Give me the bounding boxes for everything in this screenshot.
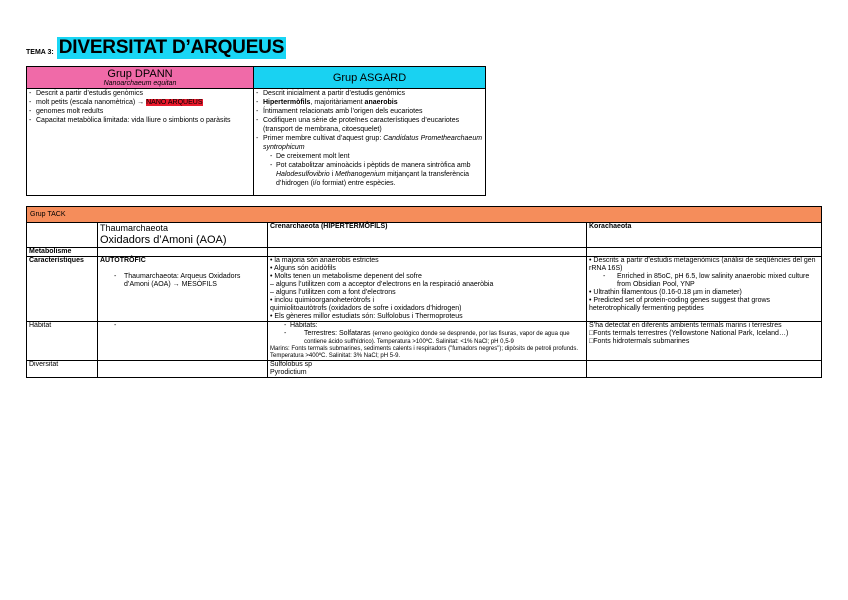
- empty-cell: [98, 361, 268, 378]
- row-label-caracteristiques: Característiques: [27, 257, 98, 322]
- list-item: - Descrit a partir d’estudis genòmics: [29, 89, 251, 98]
- kora-header: Korachaeota: [587, 223, 822, 248]
- list-item: - Codifiquen una sèrie de proteïnes característiques d’eucariotes (transport de membrana, citoesquelet): [256, 116, 483, 134]
- list-item: - Íntimament relacionats amb l’origen dels eucariotes: [256, 107, 483, 116]
- asgard-header: [254, 67, 486, 89]
- list-item: • Descrits a partir d’estudis metagenòmics (anàlisi de seqüències del gen rRNA 16S): [589, 257, 816, 272]
- list-item: Sulfolobus sp: [270, 361, 313, 368]
- list-item: • Alguns són acidòfils: [270, 265, 336, 272]
- list-item: Pyrodictium: [270, 369, 307, 376]
- corner-cell: [27, 223, 98, 248]
- cren-marins: Marins: Fonts termals submarines, sediments calents i respiradors ("fumadors negres"); dipòsits de petroli profunds. Temperatura >400ºC. Salinitat: 3% NaCl; pH 5-9.: [270, 346, 579, 359]
- asgard-body: [254, 89, 486, 196]
- dpann-header: [27, 67, 254, 89]
- list-item: - Pot catabolitzar aminoàcids i pèptids de manera sintròfica amb Halodesulfovibrio i Methanogenium mitjançant la transferència d’hidrogen (i/o formiat) entre espècies.: [256, 161, 483, 188]
- list-item: - Enriched in 85oC, pH 6.5, low salinity anaerobic mixed culture from Obsidian Pool, YNP: [589, 273, 819, 289]
- list-item: • Molts tenen un metabolisme depenent del sofre: [270, 273, 422, 280]
- empty-cell: [587, 361, 822, 378]
- cren-diversitat: [268, 361, 587, 378]
- kora-caracteristiques: [587, 257, 822, 322]
- list-item: □ Fonts termals terrestres (Yellowstone National Park, Iceland…): [589, 330, 819, 338]
- dpann-body: [27, 89, 254, 196]
- list-item: • inclou quimioorganoheteròtrofs i: [270, 297, 375, 304]
- list-item: - Primer membre cultivat d’aquest grup: Candidatus Promethearchaeum syntrophicum: [256, 134, 483, 152]
- cren-habitat: [268, 322, 587, 361]
- list-item: - molt petits (escala nanomètrica) → NANO ARQUEUS: [29, 98, 251, 107]
- list-item: - Hàbitats:: [270, 322, 584, 330]
- nano-arqueus-highlight: NANO ARQUEUS: [146, 99, 203, 106]
- empty-cell: [587, 248, 822, 257]
- row-label-metabolisme: Metabolisme: [27, 248, 98, 257]
- page-title: DIVERSITAT D’ARQUEUS: [58, 37, 285, 58]
- thaum-name: Thaumarchaeota: [100, 223, 169, 233]
- dpann-asgard-table: [26, 66, 486, 196]
- thaum-habitat: [98, 322, 268, 361]
- tack-table: [26, 206, 822, 378]
- thaum-habitat-value: -: [114, 322, 117, 329]
- cren-header: Crenarchaeota (HIPERTERMÒFILS): [268, 223, 587, 248]
- thaum-header: [98, 223, 268, 248]
- thaum-caracteristiques: [98, 257, 268, 322]
- list-item: • la majoria són anaerobis estrictes: [270, 257, 379, 264]
- row-label-habitat: Hàbitat: [27, 322, 98, 361]
- kora-habitat: [587, 322, 822, 361]
- list-item: - Terrestres: Solfataras (erreno geológico donde se desprende, por las fisuras, vapor de agua que contiene ácido sulfhídrico). Temperatura >100ºC. Salinitat: <1% NaCl; pH 0,5-9: [270, 330, 584, 346]
- list-item: • Ultrathin filamentous (0.16-0.18 µm in diameter): [589, 289, 742, 296]
- list-item: - De creixement molt lent: [256, 152, 483, 161]
- list-item: - Hipertermòfils, majoritàriament anaerobis: [256, 98, 483, 107]
- empty-cell: [98, 248, 268, 257]
- asgard-title: Grup ASGARD: [332, 71, 407, 84]
- list-item: - Capacitat metabòlica limitada: vida lliure o simbionts o paràsits: [29, 116, 251, 125]
- list-item: S’ha detectat en diferents ambients termals marins i terrestres: [589, 322, 782, 329]
- list-item: □ Fonts hidrotermals submarines: [589, 338, 819, 346]
- thaum-sub: Oxidadors d’Amoni (AOA): [100, 234, 227, 246]
- thaum-autotrofic: AUTOTRÒFIC: [100, 257, 146, 264]
- list-item: • Els gèneres millor estudiats són: Sulfolobus i Thermoproteus: [270, 313, 463, 320]
- dpann-title: Grup DPANN: [107, 68, 173, 80]
- cren-caracteristiques: [268, 257, 587, 322]
- page-header: [26, 35, 286, 59]
- list-item: - Thaumarchaeota: Arqueus Oxidadors d’Amoni (AOA) → MESÒFILS: [100, 273, 265, 289]
- empty-cell: [268, 248, 587, 257]
- tema-label: TEMA 3:: [26, 49, 54, 56]
- tack-header: Grup TACK: [27, 207, 822, 223]
- list-item: – alguns l’utilitzen com a font d’electrons: [270, 289, 396, 296]
- list-item: - Descrit inicialment a partir d’estudis genòmics: [256, 89, 483, 98]
- list-item: • Predicted set of protein-coding genes suggest that grows heterotrophically fermenting peptides: [589, 297, 771, 312]
- list-item: - genomes molt reduïts: [29, 107, 251, 116]
- list-item: – alguns l’utilitzen com a acceptor d’electrons en la respiració anaeròbia: [270, 281, 494, 288]
- dpann-example: Nanoarchaeum equitan: [103, 80, 177, 87]
- row-label-diversitat: Diversitat: [27, 361, 98, 378]
- list-item: quimiolitoautòtrofs (oxidadors de sofre i oxidadors d’hidrogen): [270, 305, 462, 312]
